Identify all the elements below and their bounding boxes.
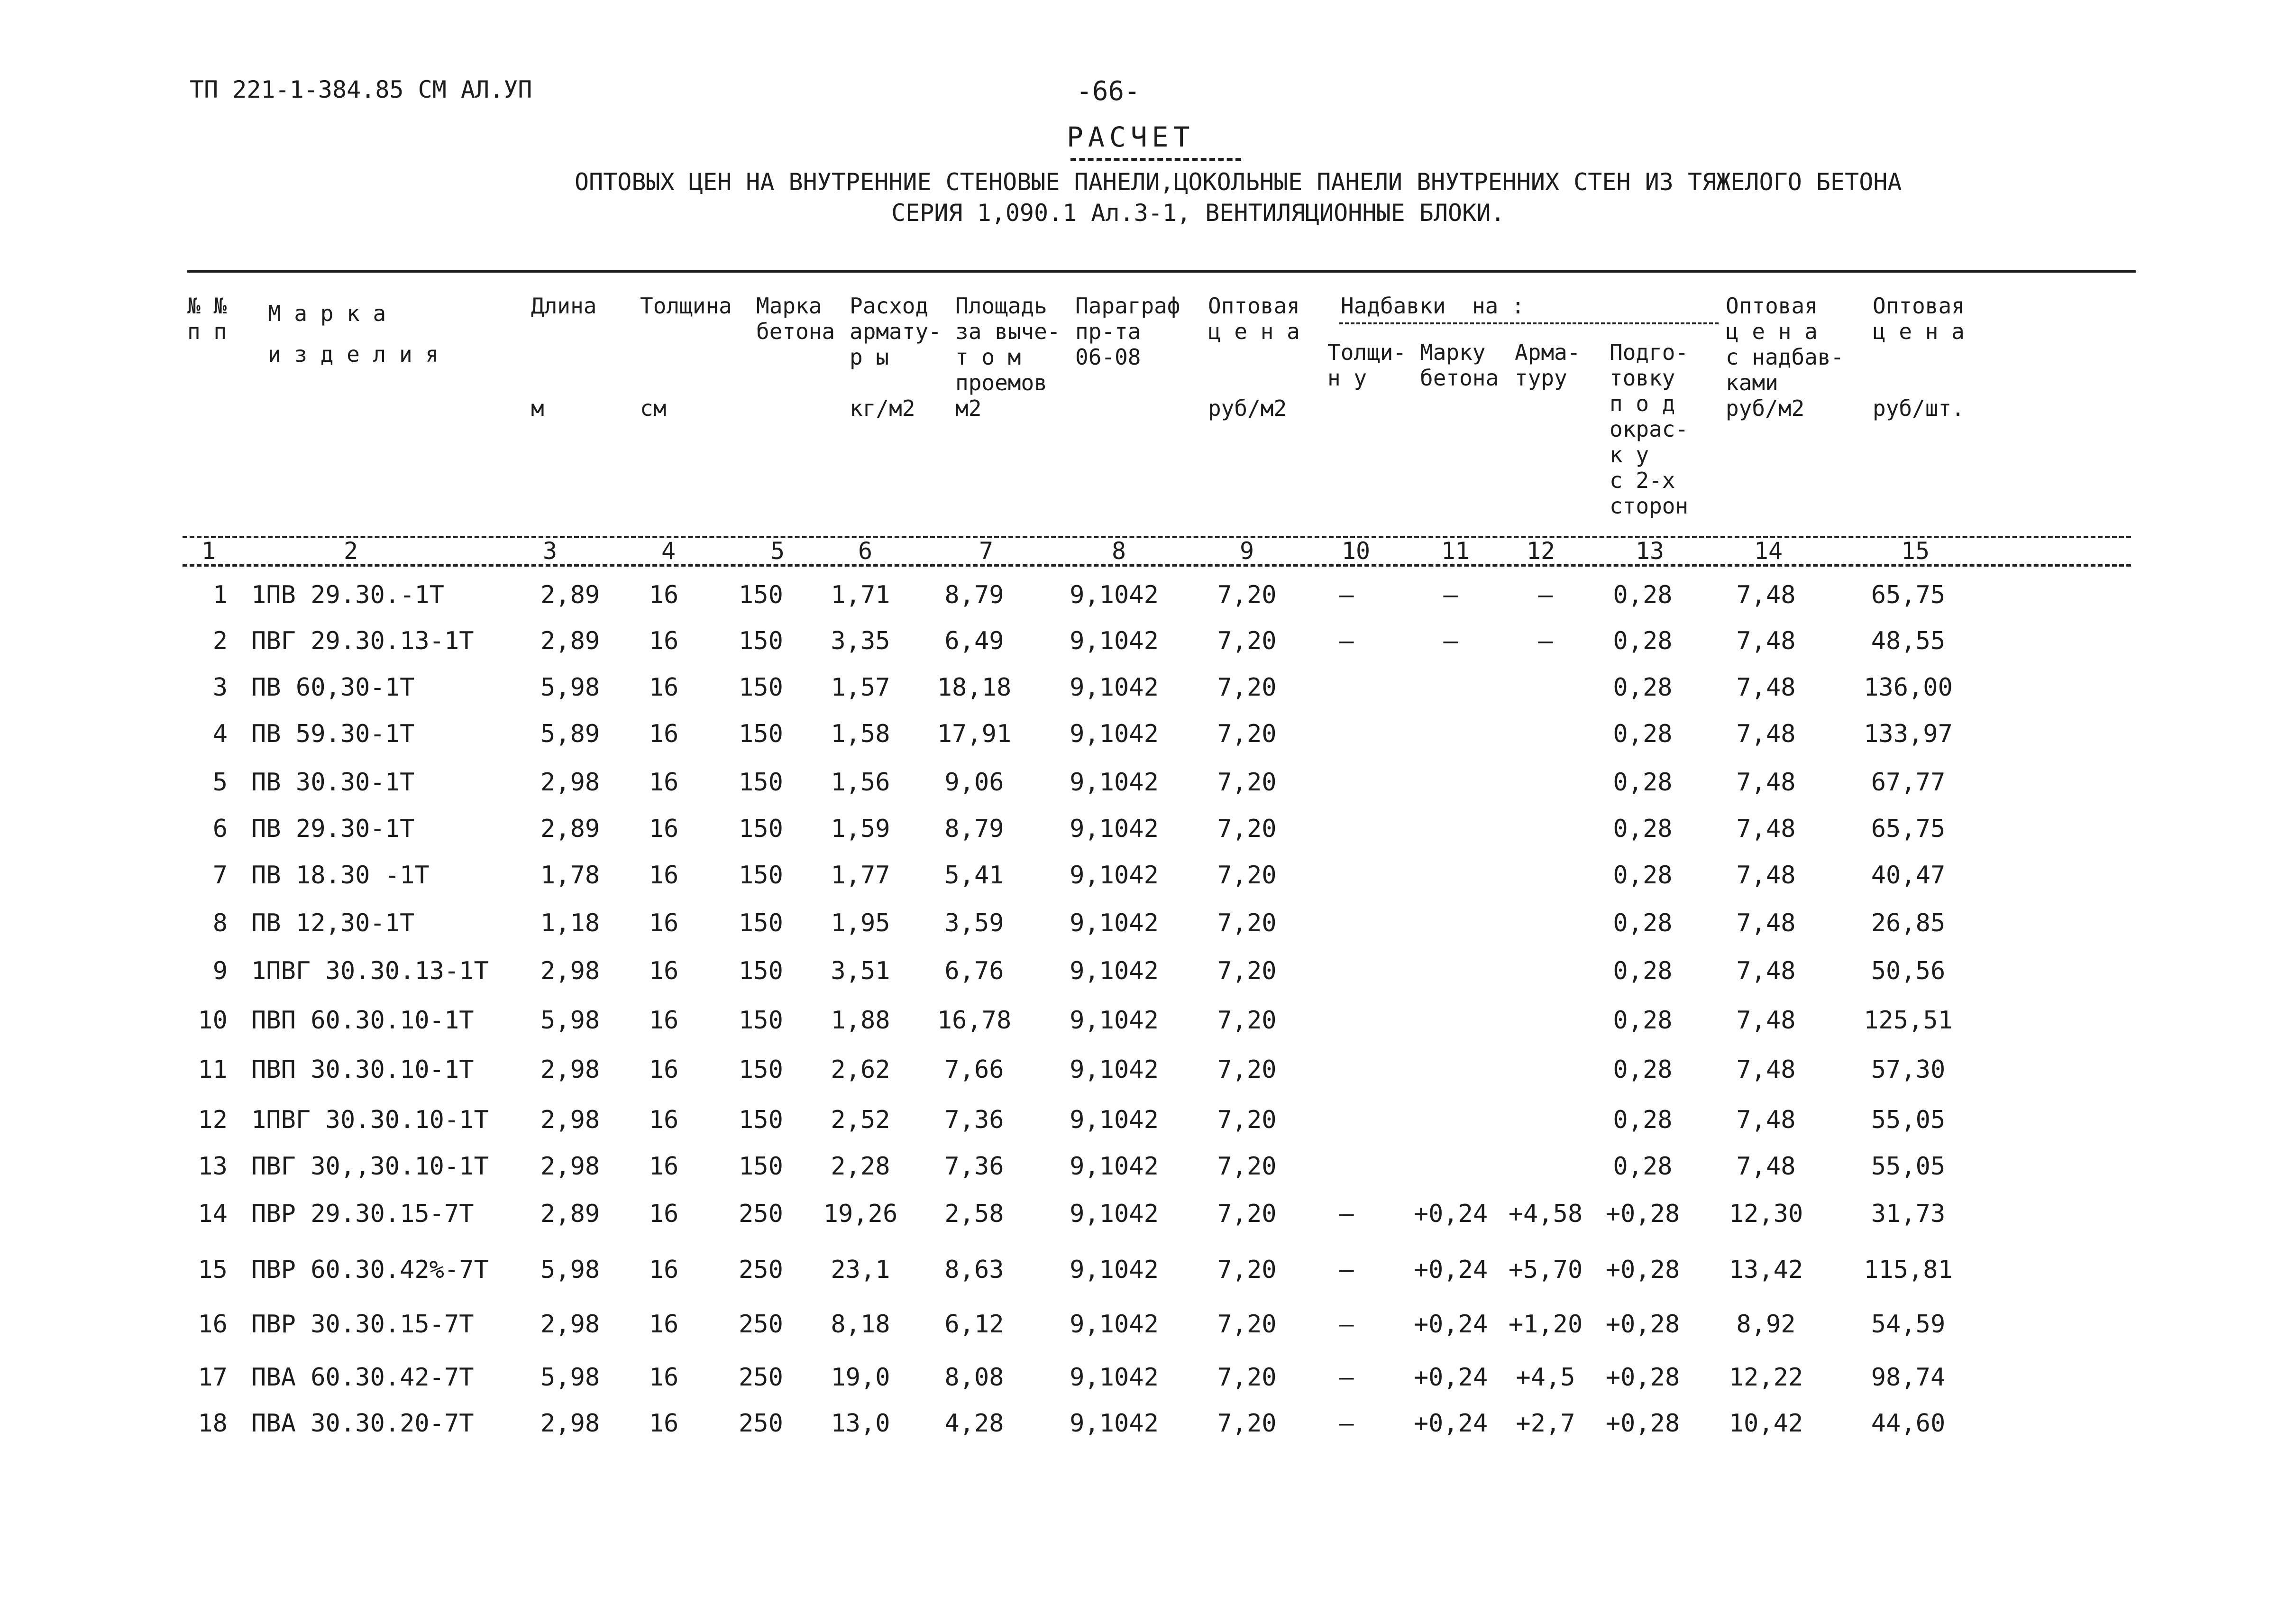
row-number: 9 [212,957,228,985]
price-per-piece-cell: 40,47 [1871,861,1946,890]
price-with-surcharges-cell: 7,48 [1736,581,1796,609]
surcharge-painting-cell: 0,28 [1613,627,1673,655]
price-per-piece-cell: 115,81 [1864,1256,1953,1284]
surcharge-painting-cell: +0,28 [1605,1363,1680,1392]
table-row [0,1246,2296,1294]
wholesale-price-cell: 7,20 [1217,673,1277,702]
concrete-mark-cell: 150 [739,909,783,937]
price-per-piece-cell: 44,60 [1871,1409,1946,1438]
header-wholesale-price: Оптовая ц е н а руб/м2 [1208,293,1300,421]
price-with-surcharges-cell: 7,48 [1736,957,1796,985]
price-per-piece-cell: 136,00 [1864,673,1953,702]
paragraph-cell: 9,1042 [1070,861,1159,890]
paragraph-cell: 9,1042 [1070,909,1159,937]
concrete-mark-cell: 150 [739,1006,783,1035]
price-with-surcharges-cell: 7,48 [1736,1106,1796,1134]
area-cell: 6,76 [944,957,1004,985]
column-number: 13 [1635,537,1665,565]
price-with-surcharges-cell: 7,48 [1736,673,1796,702]
table-row [0,1400,2296,1447]
area-cell: 7,36 [944,1152,1004,1181]
paragraph-cell: 9,1042 [1070,1006,1159,1035]
column-number: 7 [979,537,994,565]
header-price-per-piece: Оптовая ц е н а руб/шт. [1873,293,1965,421]
price-per-piece-cell: 55,05 [1871,1152,1946,1181]
wholesale-price-cell: 7,20 [1217,909,1277,937]
thickness-cell: 16 [649,1055,679,1084]
paragraph-cell: 9,1042 [1070,1055,1159,1084]
row-number: 16 [198,1310,228,1339]
price-per-piece-cell: 98,74 [1871,1363,1946,1392]
row-number: 8 [212,909,228,937]
paragraph-cell: 9,1042 [1070,627,1159,655]
table-row [0,1301,2296,1348]
paragraph-cell: 9,1042 [1070,1409,1159,1438]
area-cell: 2,58 [944,1200,1004,1228]
column-number: 1 [201,537,216,565]
paragraph-cell: 9,1042 [1070,957,1159,985]
wholesale-price-cell: 7,20 [1217,1310,1277,1339]
product-mark: ПВП 60.30.10-1Т [251,1006,474,1035]
thickness-cell: 16 [649,720,679,748]
wholesale-price-cell: 7,20 [1217,957,1277,985]
row-number: 18 [198,1409,228,1438]
wholesale-price-cell: 7,20 [1217,1363,1277,1392]
column-number: 12 [1526,537,1555,565]
reinforcement-cell: 2,28 [831,1152,890,1181]
surcharge-thickness-cell: – [1339,1310,1354,1339]
length-cell: 5,98 [540,673,600,702]
product-mark: ПВА 30.30.20-7Т [251,1409,474,1438]
subtitle-line-2: СЕРИЯ 1,090.1 Ал.3-1, ВЕНТИЛЯЦИОННЫЕ БЛОКИ. [891,199,1505,227]
product-mark: ПВП 30.30.10-1Т [251,1055,474,1084]
page-number: -66- [1076,76,1140,107]
reinforcement-cell: 1,88 [831,1006,890,1035]
paragraph-cell: 9,1042 [1070,768,1159,797]
header-surcharge-thickness: Толщи- н у [1327,339,1407,391]
area-cell: 8,79 [944,581,1004,609]
paragraph-cell: 9,1042 [1070,1152,1159,1181]
surcharge-painting-cell: 0,28 [1613,1152,1673,1181]
header-surcharges-group: Надбавки на : [1341,293,1525,319]
product-mark: 1ПВГ 30.30.13-1Т [251,957,489,985]
row-number: 3 [212,673,228,702]
wholesale-price-cell: 7,20 [1217,815,1277,843]
product-mark: ПВ 29.30-1Т [251,815,415,843]
column-numbers-rule [183,564,2131,567]
header-price-with-surcharges: Оптовая ц е н а с надбав- ками руб/м2 [1726,293,1844,421]
concrete-mark-cell: 150 [739,581,783,609]
column-number: 6 [858,537,873,565]
product-mark: ПВА 60.30.42-7Т [251,1363,474,1392]
row-number: 17 [198,1363,228,1392]
surcharge-painting-cell: 0,28 [1613,581,1673,609]
column-number: 9 [1239,537,1254,565]
table-row [0,571,2296,619]
reinforcement-cell: 8,18 [831,1310,890,1339]
subtitle-line-1: ОПТОВЫХ ЦЕН НА ВНУТРЕННИЕ СТЕНОВЫЕ ПАНЕЛИ,ЦОКОЛЬНЫЕ ПАНЕЛИ ВНУТРЕННИХ СТЕН ИЗ ТЯЖЕЛОГО БЕТОНА [575,168,1902,196]
reinforcement-cell: 1,56 [831,768,890,797]
price-with-surcharges-cell: 7,48 [1736,815,1796,843]
price-per-piece-cell: 31,73 [1871,1200,1946,1228]
surcharge-painting-cell: +0,28 [1605,1200,1680,1228]
area-cell: 7,36 [944,1106,1004,1134]
row-number: 15 [198,1256,228,1284]
wholesale-price-cell: 7,20 [1217,1006,1277,1035]
concrete-mark-cell: 250 [739,1363,783,1392]
length-cell: 2,98 [540,1310,600,1339]
thickness-cell: 16 [649,1256,679,1284]
surcharge-painting-cell: 0,28 [1613,673,1673,702]
reinforcement-cell: 3,35 [831,627,890,655]
surcharge-painting-cell: 0,28 [1613,1055,1673,1084]
price-per-piece-cell: 67,77 [1871,768,1946,797]
price-with-surcharges-cell: 7,48 [1736,1006,1796,1035]
reinforcement-cell: 1,59 [831,815,890,843]
header-thickness: Толщина см [640,293,732,421]
row-number: 5 [212,768,228,797]
reinforcement-cell: 1,95 [831,909,890,937]
surcharge-painting-cell: 0,28 [1613,909,1673,937]
header-area: Площадь за выче- т о м проемов м2 [955,293,1061,421]
column-number: 2 [343,537,358,565]
paragraph-cell: 9,1042 [1070,581,1159,609]
reinforcement-cell: 3,51 [831,957,890,985]
surcharge-painting-cell: +0,28 [1605,1409,1680,1438]
length-cell: 5,89 [540,720,600,748]
table-row [0,899,2296,947]
wholesale-price-cell: 7,20 [1217,1055,1277,1084]
column-number: 10 [1341,537,1371,565]
price-per-piece-cell: 50,56 [1871,957,1946,985]
row-number: 14 [198,1200,228,1228]
header-num: № № п п [187,293,227,344]
row-number: 10 [198,1006,228,1035]
surcharge-painting-cell: 0,28 [1613,720,1673,748]
concrete-mark-cell: 250 [739,1200,783,1228]
concrete-mark-cell: 150 [739,1055,783,1084]
price-with-surcharges-cell: 7,48 [1736,909,1796,937]
area-cell: 4,28 [944,1409,1004,1438]
thickness-cell: 16 [649,1200,679,1228]
surcharge-reinforcement-cell: +4,5 [1516,1363,1575,1392]
length-cell: 1,18 [540,909,600,937]
header-surcharge-concrete: Марку бетона [1420,339,1499,391]
area-cell: 3,59 [944,909,1004,937]
length-cell: 5,98 [540,1006,600,1035]
concrete-mark-cell: 250 [739,1409,783,1438]
price-with-surcharges-cell: 7,48 [1736,720,1796,748]
length-cell: 2,89 [540,1200,600,1228]
length-cell: 2,98 [540,768,600,797]
surcharge-concrete-cell: – [1443,581,1458,609]
thickness-cell: 16 [649,957,679,985]
price-with-surcharges-cell: 13,42 [1729,1256,1803,1284]
row-number: 1 [212,581,228,609]
document-code: ТП 221-1-384.85 СМ АЛ.УП [190,76,532,103]
wholesale-price-cell: 7,20 [1217,1256,1277,1284]
column-number: 3 [542,537,558,565]
surcharge-thickness-cell: – [1339,1409,1354,1438]
length-cell: 5,98 [540,1363,600,1392]
reinforcement-cell: 2,52 [831,1106,890,1134]
price-per-piece-cell: 65,75 [1871,581,1946,609]
row-number: 2 [212,627,228,655]
product-mark: ПВ 30.30-1Т [251,768,415,797]
surcharge-concrete-cell: +0,24 [1413,1409,1488,1438]
wholesale-price-cell: 7,20 [1217,1409,1277,1438]
thickness-cell: 16 [649,815,679,843]
table-top-rule [187,270,2136,273]
product-mark: ПВ 18.30 -1Т [251,861,430,890]
reinforcement-cell: 1,57 [831,673,890,702]
table-row [0,1143,2296,1190]
length-cell: 2,98 [540,957,600,985]
thickness-cell: 16 [649,909,679,937]
row-number: 4 [212,720,228,748]
length-cell: 5,98 [540,1256,600,1284]
price-per-piece-cell: 57,30 [1871,1055,1946,1084]
price-with-surcharges-cell: 7,48 [1736,768,1796,797]
concrete-mark-cell: 150 [739,1152,783,1181]
product-mark: ПВР 60.30.42%-7Т [251,1256,489,1284]
product-mark: ПВ 59.30-1Т [251,720,415,748]
price-per-piece-cell: 65,75 [1871,815,1946,843]
wholesale-price-cell: 7,20 [1217,627,1277,655]
header-surcharge-painting: Подго- товку п о д окрас- к у с 2-х сторон [1610,339,1689,519]
surcharge-painting-cell: 0,28 [1613,815,1673,843]
row-number: 11 [198,1055,228,1084]
area-cell: 16,78 [937,1006,1012,1035]
concrete-mark-cell: 150 [739,815,783,843]
surcharge-painting-cell: 0,28 [1613,768,1673,797]
row-number: 13 [198,1152,228,1181]
column-number: 5 [770,537,785,565]
concrete-mark-cell: 150 [739,1106,783,1134]
page-title: РАСЧЕТ [1067,121,1195,153]
area-cell: 6,49 [944,627,1004,655]
table-row [0,997,2296,1044]
surcharge-reinforcement-cell: +4,58 [1508,1200,1583,1228]
product-mark: ПВ 12,30-1Т [251,909,415,937]
area-cell: 6,12 [944,1310,1004,1339]
surcharges-group-underline [1339,322,1719,324]
header-bottom-rule [183,536,2131,538]
paragraph-cell: 9,1042 [1070,1310,1159,1339]
column-number: 14 [1754,537,1783,565]
header-concrete-mark: Марка бетона [756,293,835,344]
header-mark: М а р к а и з д е л и я [268,301,439,367]
concrete-mark-cell: 150 [739,861,783,890]
surcharge-concrete-cell: +0,24 [1413,1363,1488,1392]
length-cell: 2,89 [540,815,600,843]
paragraph-cell: 9,1042 [1070,1106,1159,1134]
column-number: 15 [1901,537,1930,565]
length-cell: 2,98 [540,1409,600,1438]
thickness-cell: 16 [649,861,679,890]
surcharge-thickness-cell: – [1339,581,1354,609]
price-per-piece-cell: 125,51 [1864,1006,1953,1035]
paragraph-cell: 9,1042 [1070,1363,1159,1392]
area-cell: 5,41 [944,861,1004,890]
header-length: Длина м [531,293,597,421]
surcharge-concrete-cell: +0,24 [1413,1200,1488,1228]
header-paragraph: Параграф пр-та 06-08 [1075,293,1180,370]
table-row [0,1190,2296,1238]
table-row [0,1354,2296,1401]
surcharge-reinforcement-cell: +1,20 [1508,1310,1583,1339]
concrete-mark-cell: 250 [739,1310,783,1339]
thickness-cell: 16 [649,1152,679,1181]
surcharge-reinforcement-cell: +2,7 [1516,1409,1575,1438]
row-number: 7 [212,861,228,890]
length-cell: 2,89 [540,627,600,655]
table-row [0,1046,2296,1093]
price-per-piece-cell: 55,05 [1871,1106,1946,1134]
table-row [0,1096,2296,1144]
area-cell: 9,06 [944,768,1004,797]
area-cell: 8,79 [944,815,1004,843]
reinforcement-cell: 1,71 [831,581,890,609]
table-row [0,710,2296,758]
price-per-piece-cell: 26,85 [1871,909,1946,937]
wholesale-price-cell: 7,20 [1217,1200,1277,1228]
product-mark: ПВР 29.30.15-7Т [251,1200,474,1228]
wholesale-price-cell: 7,20 [1217,1152,1277,1181]
concrete-mark-cell: 150 [739,768,783,797]
reinforcement-cell: 1,58 [831,720,890,748]
thickness-cell: 16 [649,673,679,702]
surcharge-thickness-cell: – [1339,1363,1354,1392]
wholesale-price-cell: 7,20 [1217,768,1277,797]
price-with-surcharges-cell: 12,22 [1729,1363,1803,1392]
header-reinforcement: Расход армату- р ы кг/м2 [850,293,942,421]
wholesale-price-cell: 7,20 [1217,720,1277,748]
surcharge-concrete-cell: – [1443,627,1458,655]
reinforcement-cell: 1,77 [831,861,890,890]
table-row [0,617,2296,665]
surcharge-concrete-cell: +0,24 [1413,1310,1488,1339]
surcharge-reinforcement-cell: – [1538,581,1553,609]
concrete-mark-cell: 150 [739,720,783,748]
surcharge-painting-cell: 0,28 [1613,1006,1673,1035]
thickness-cell: 16 [649,1409,679,1438]
paragraph-cell: 9,1042 [1070,720,1159,748]
price-with-surcharges-cell: 8,92 [1736,1310,1796,1339]
table-row [0,947,2296,995]
paragraph-cell: 9,1042 [1070,673,1159,702]
length-cell: 2,98 [540,1055,600,1084]
wholesale-price-cell: 7,20 [1217,1106,1277,1134]
area-cell: 8,08 [944,1363,1004,1392]
surcharge-painting-cell: 0,28 [1613,1106,1673,1134]
surcharge-painting-cell: +0,28 [1605,1310,1680,1339]
column-number: 8 [1111,537,1126,565]
surcharge-reinforcement-cell: – [1538,627,1553,655]
table-row [0,664,2296,711]
surcharge-concrete-cell: +0,24 [1413,1256,1488,1284]
surcharge-thickness-cell: – [1339,627,1354,655]
price-with-surcharges-cell: 7,48 [1736,1152,1796,1181]
length-cell: 2,89 [540,581,600,609]
product-mark: ПВР 30.30.15-7Т [251,1310,474,1339]
surcharge-thickness-cell: – [1339,1256,1354,1284]
area-cell: 17,91 [937,720,1012,748]
surcharge-thickness-cell: – [1339,1200,1354,1228]
product-mark: ПВ 60,30-1Т [251,673,415,702]
price-per-piece-cell: 48,55 [1871,627,1946,655]
table-row [0,852,2296,899]
area-cell: 18,18 [937,673,1012,702]
thickness-cell: 16 [649,1006,679,1035]
price-with-surcharges-cell: 10,42 [1729,1409,1803,1438]
thickness-cell: 16 [649,1363,679,1392]
price-with-surcharges-cell: 12,30 [1729,1200,1803,1228]
wholesale-price-cell: 7,20 [1217,581,1277,609]
length-cell: 2,98 [540,1106,600,1134]
table-row [0,805,2296,853]
paragraph-cell: 9,1042 [1070,1256,1159,1284]
area-cell: 7,66 [944,1055,1004,1084]
thickness-cell: 16 [649,627,679,655]
column-number: 11 [1441,537,1470,565]
thickness-cell: 16 [649,1310,679,1339]
product-mark: 1ПВ 29.30.-1Т [251,581,444,609]
reinforcement-cell: 19,0 [831,1363,890,1392]
header-surcharge-reinforcement: Арма- туру [1515,339,1581,391]
reinforcement-cell: 23,1 [831,1256,890,1284]
thickness-cell: 16 [649,581,679,609]
reinforcement-cell: 19,26 [823,1200,898,1228]
product-mark: ПВГ 29.30.13-1Т [251,627,474,655]
price-with-surcharges-cell: 7,48 [1736,861,1796,890]
area-cell: 8,63 [944,1256,1004,1284]
length-cell: 1,78 [540,861,600,890]
row-number: 6 [212,815,228,843]
table-row [0,759,2296,806]
concrete-mark-cell: 150 [739,627,783,655]
reinforcement-cell: 2,62 [831,1055,890,1084]
row-number: 12 [198,1106,228,1134]
length-cell: 2,98 [540,1152,600,1181]
price-per-piece-cell: 133,97 [1864,720,1953,748]
product-mark: 1ПВГ 30.30.10-1Т [251,1106,489,1134]
surcharge-reinforcement-cell: +5,70 [1508,1256,1583,1284]
reinforcement-cell: 13,0 [831,1409,890,1438]
title-underline [1070,158,1241,161]
product-mark: ПВГ 30,,30.10-1Т [251,1152,489,1181]
concrete-mark-cell: 150 [739,673,783,702]
paragraph-cell: 9,1042 [1070,815,1159,843]
price-with-surcharges-cell: 7,48 [1736,1055,1796,1084]
wholesale-price-cell: 7,20 [1217,861,1277,890]
surcharge-painting-cell: 0,28 [1613,861,1673,890]
surcharge-painting-cell: 0,28 [1613,957,1673,985]
surcharge-painting-cell: +0,28 [1605,1256,1680,1284]
concrete-mark-cell: 150 [739,957,783,985]
thickness-cell: 16 [649,768,679,797]
price-per-piece-cell: 54,59 [1871,1310,1946,1339]
thickness-cell: 16 [649,1106,679,1134]
concrete-mark-cell: 250 [739,1256,783,1284]
paragraph-cell: 9,1042 [1070,1200,1159,1228]
price-with-surcharges-cell: 7,48 [1736,627,1796,655]
column-number: 4 [661,537,676,565]
